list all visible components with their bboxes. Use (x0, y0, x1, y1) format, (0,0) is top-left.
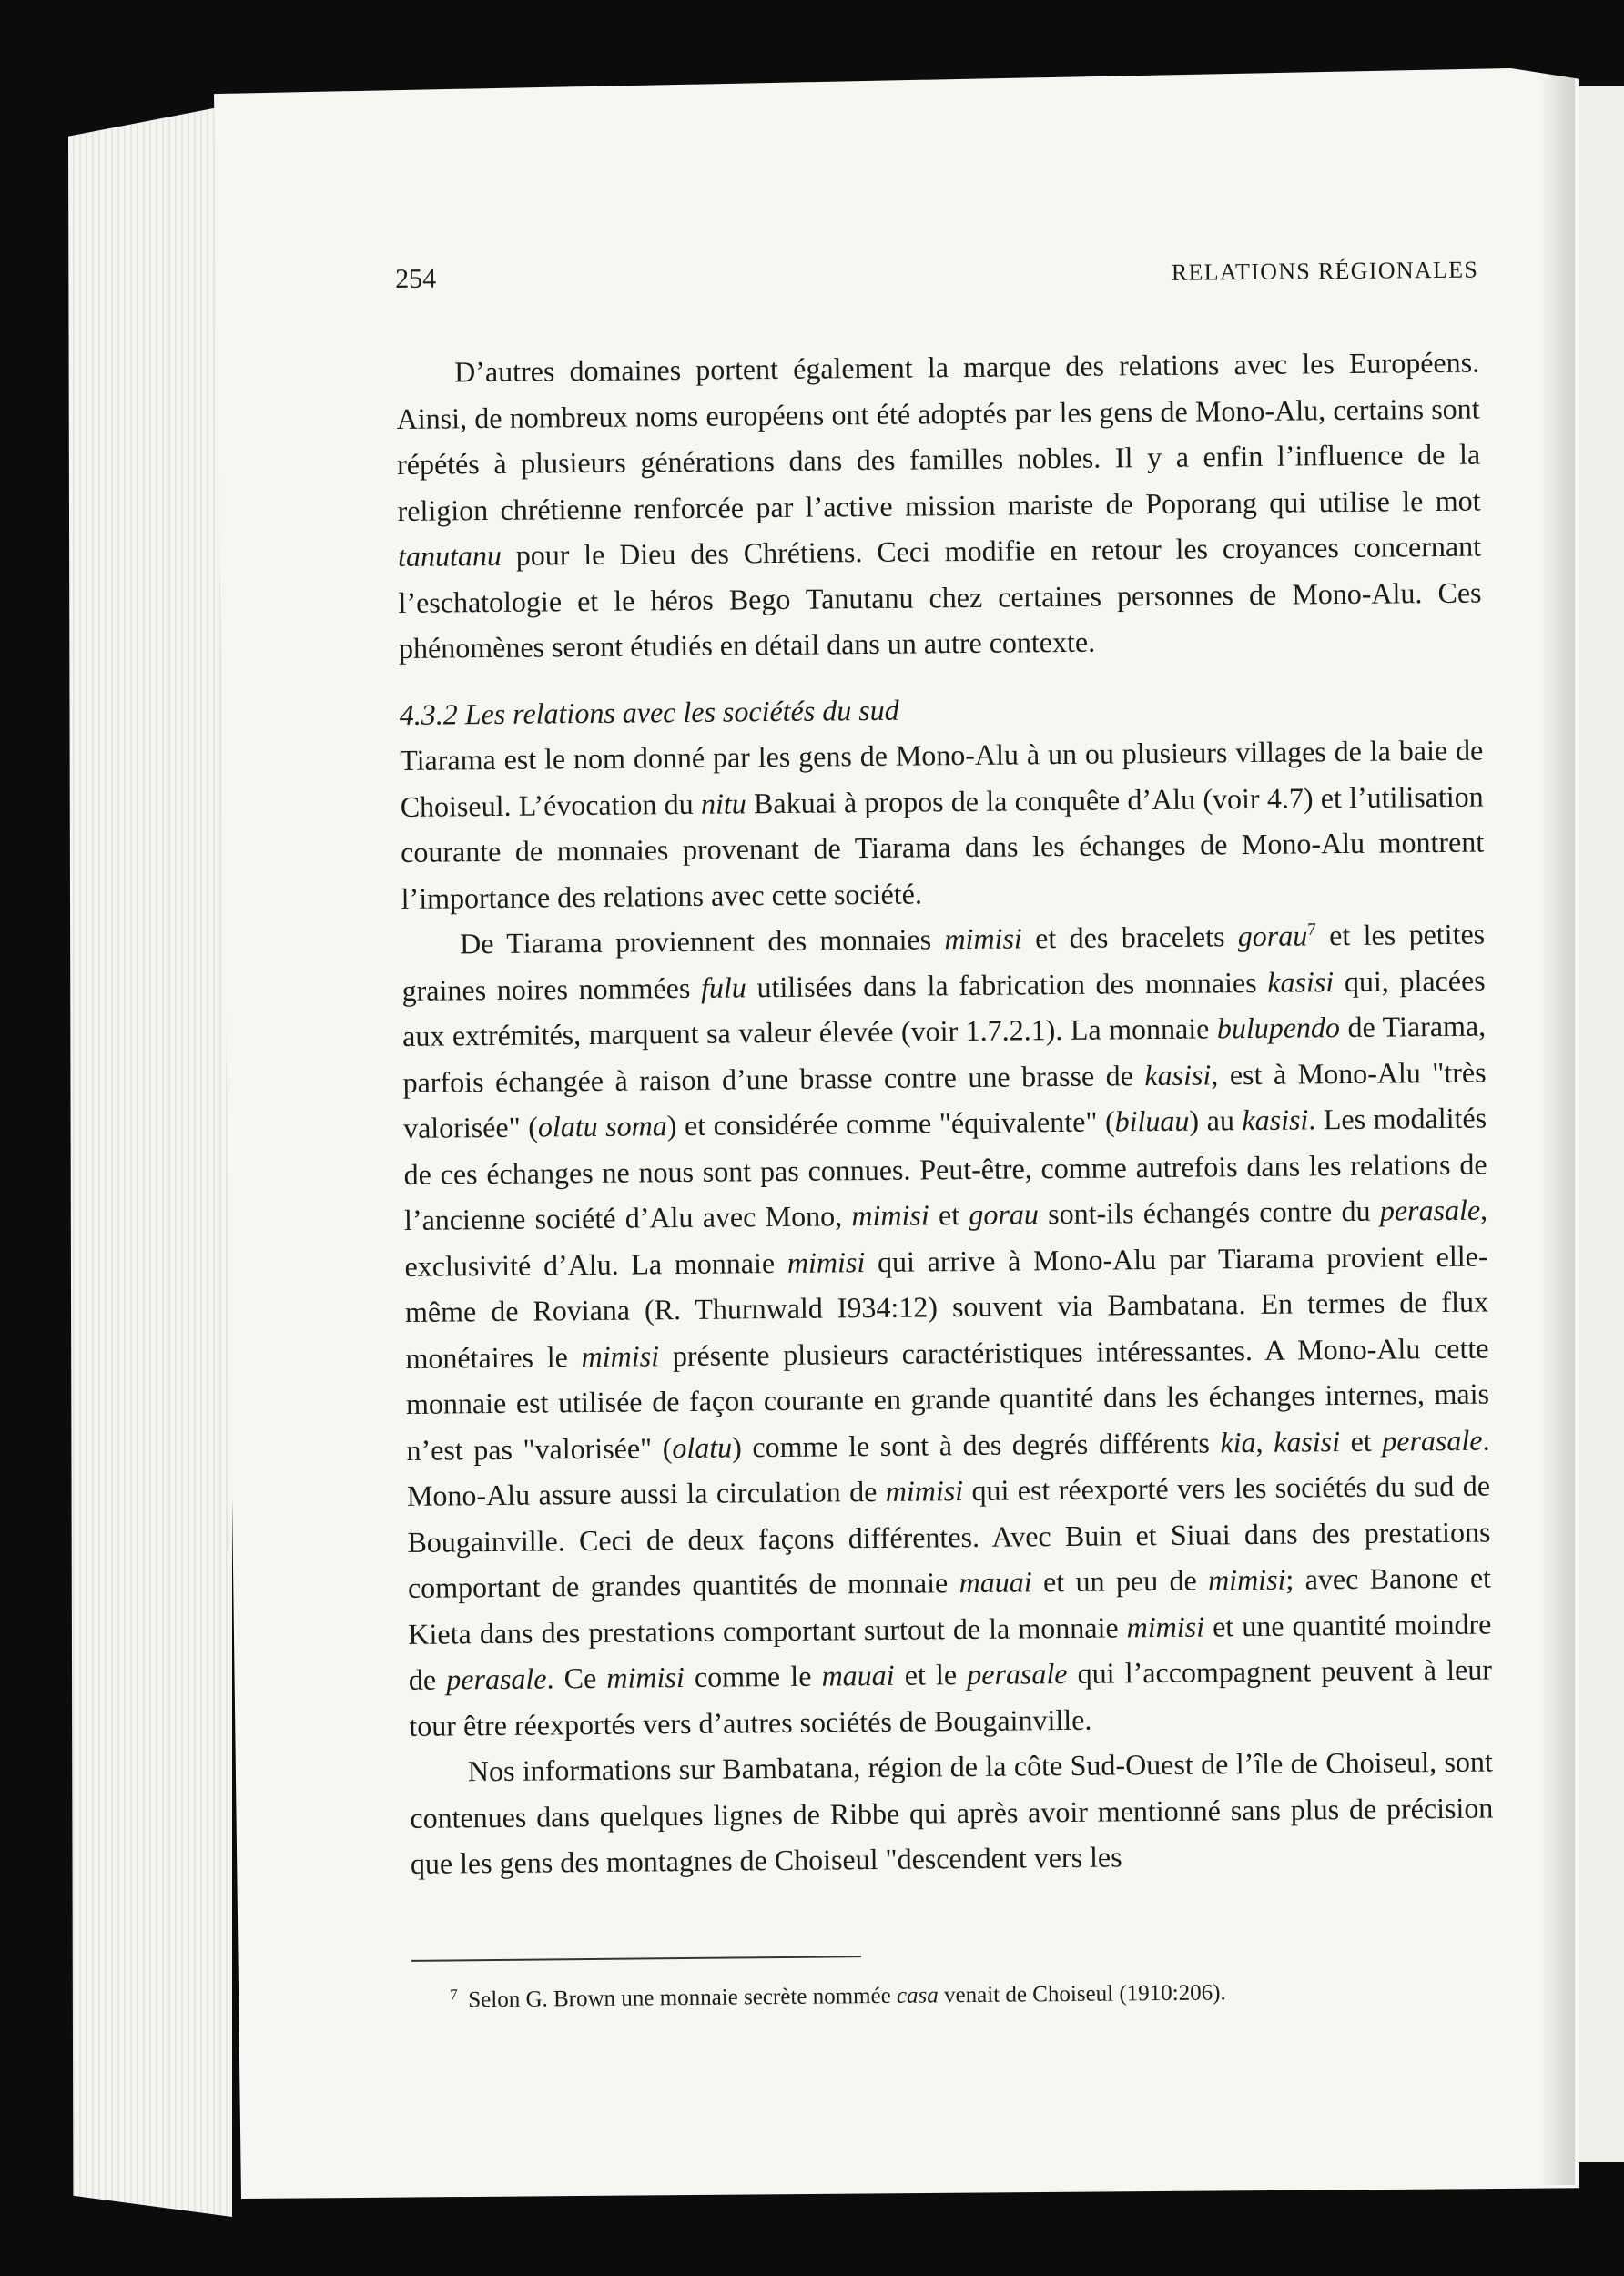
page-number: 254 (395, 263, 437, 294)
paragraph-4: Nos informations sur Bambatana, région de la côte Sud-Ouest de l’île de Choiseul, sont contenues dans quelques lignes de Ribbe qui après avoir mentionné sans plus de précision que les gens des montagnes de Choiseul "descendent vers les (410, 1744, 1494, 1880)
page-content (395, 254, 1495, 2017)
page-edges (68, 105, 232, 2217)
section-heading: 4.3.2 Les relations avec les sociétés du sud (399, 693, 899, 731)
binding-shadow (1538, 73, 1575, 2185)
paragraph-2: Tiarama est le nom donné par les gens de Mono-Alu à un ou plusieurs villages de la baie de Choiseul. L’évocation du nitu Bakuai à propos de la conquête d’Alu (voir 4.7) et l’utilisation courante de monnaies provenant de Tiarama dans les échanges de Mono-Alu montrent l’importance des relations avec cette société. (400, 733, 1485, 915)
footnote-number: 7 (450, 1985, 458, 2004)
running-header (395, 254, 1478, 311)
footnote: 7 Selon G. Brown une monnaie secrète nommée casa venait de Choiseul (1910:206). (450, 1979, 1226, 2012)
footnote-ref: 7 (1307, 920, 1316, 940)
paragraph-3: De Tiarama proviennent des monnaies mimisi et des bracelets gorau$^7$ et les petites graines noires nommées fulu utilisées dans la fabrication des monnaies kasisi qui, placées aux extrémités, marquent sa valeur élevée (voir 1.7.2.1). La monnaie bulupendo de Tiarama, parfois échangée à raison d’une brasse contre une brasse de kasisi, est à Mono-Alu "très valorisée" (olatu soma) et considérée comme "équivalente" (biluau) au kasisi. Les modalités de ces échanges ne nous sont pas connues. Peut-être, comme autrefois dans les relations de l’ancienne société d’Alu avec Mono, mimisi et gorau sont-ils échangés contre du perasale, exclusivité d’Alu. La monnaie mimisi qui arrive à Mono-Alu par Tiarama provient elle-même de Roviana (R. Thurnwald I934:12) souvent via Bambatana. En termes de flux monétaires le mimisi présente plusieurs caractéristiques intéressantes. A Mono-Alu cette monnaie est utilisée de façon courante en grande quantité dans les échanges internes, mais n’est pas "valorisée" (olatu) comme le sont à des degrés différents kia, kasisi et perasale. Mono-Alu assure aussi la circulation de mimisi qui est réexporté vers les sociétés du sud de Bougainville. Ceci de deux façons différentes. Avec Buin et Siuai dans des prestations comportant de grandes quantités de monnaie mauai et un peu de mimisi; avec Banone et Kieta dans des prestations comportant surtout de la monnaie mimisi et une quantité moindre de perasale. Ce mimisi comme le mauai et le perasale qui l’accompagnent peuvent à leur tour être réexportés vers d’autres sociétés de Bougainville. (401, 917, 1493, 1743)
running-title: RELATIONS RÉGIONALES (1171, 256, 1479, 286)
footnote-rule (411, 1956, 861, 1962)
paragraph-1: D’autres domaines portent également la marque des relations avec les Européens. Ainsi, de nombreux noms européens ont été adoptés par les gens de Mono-Alu, certains sont répétés à plusieurs générations dans des familles nobles. Il y a enfin l’influence de la religion chrétienne renforcée par l’active mission mariste de Poporang qui utilise le mot tanutanu pour le Dieu des Chrétiens. Ceci modifie en retour les croyances concernant l’eschatologie et le héros Bego Tanutanu chez certaines personnes de Mono-Alu. Ces phénomènes seront étudiés en détail dans un autre contexte. (396, 345, 1482, 665)
